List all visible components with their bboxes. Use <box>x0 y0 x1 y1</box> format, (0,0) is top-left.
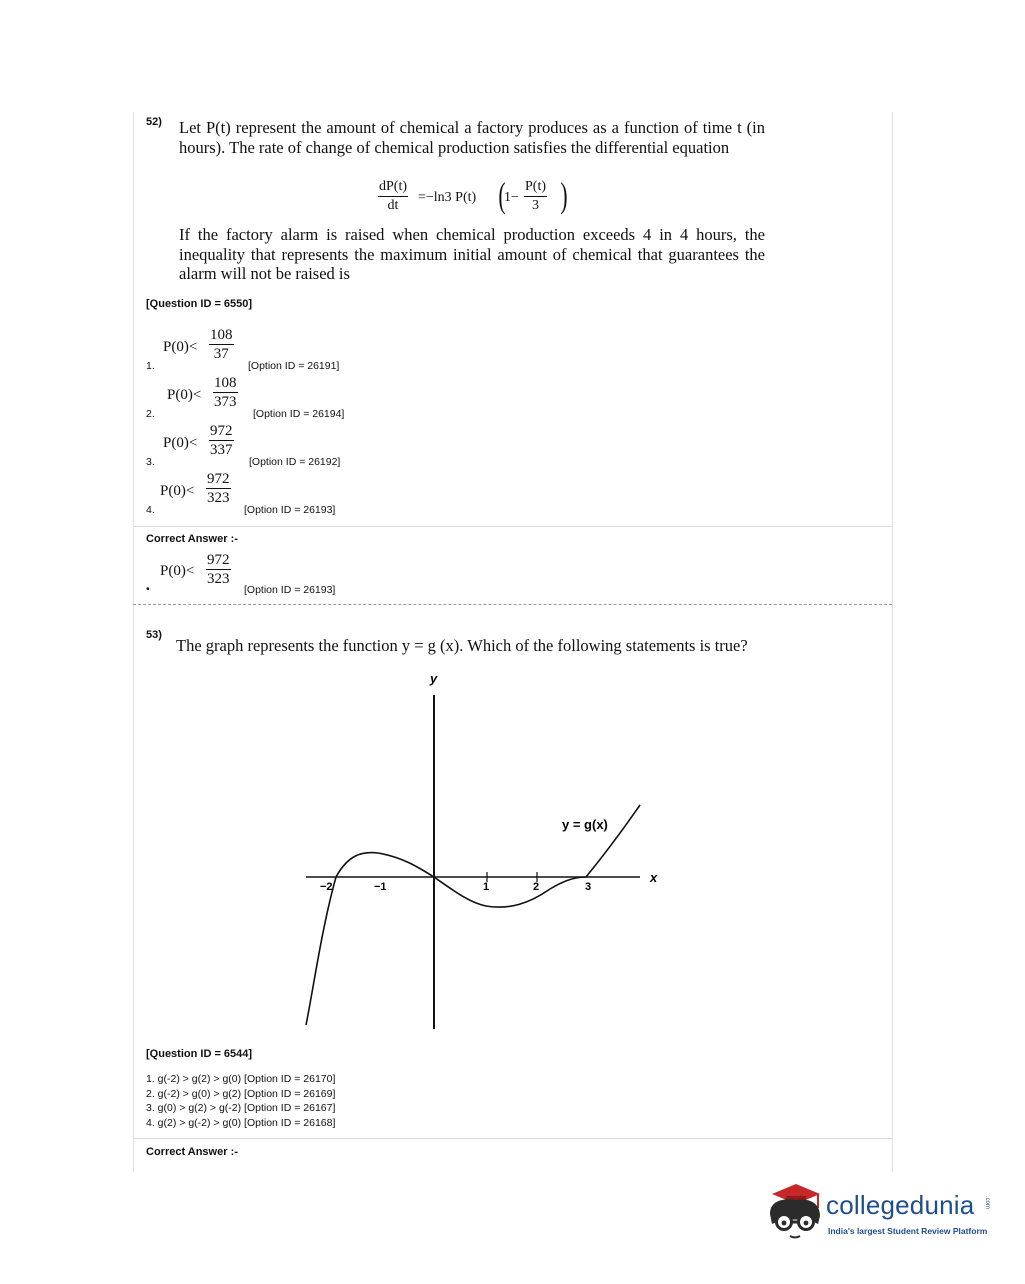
option-lhs: P(0)< <box>163 339 198 355</box>
differential-equation <box>378 175 578 224</box>
equation-inner-numerator: P(t) <box>524 178 547 197</box>
tick-label: 3 <box>585 881 592 893</box>
statement-3[interactable]: 3. g(0) > g(2) > g(-2) [Option ID = 26167] <box>146 1102 336 1114</box>
option-number: 1. <box>146 360 155 372</box>
option-numerator: 108 <box>214 375 237 391</box>
left-paren-icon: ( <box>498 175 506 215</box>
option-numerator: 972 <box>207 552 230 568</box>
option-fraction <box>213 374 238 411</box>
brand-name: collegedunia <box>826 1190 975 1220</box>
divider <box>133 526 892 527</box>
statement-4[interactable]: 4. g(2) > g(-2) > g(0) [Option ID = 26168] <box>146 1116 336 1129</box>
equation-inner-fraction <box>524 178 547 215</box>
tick-label: −2 <box>320 881 333 893</box>
option-fraction <box>209 326 234 363</box>
option-2[interactable] <box>146 374 406 420</box>
option-id: [Option ID = 26194] <box>253 408 345 420</box>
collegedunia-logo[interactable] <box>764 1176 1000 1248</box>
correct-answer-label: Correct Answer :- <box>146 1146 238 1158</box>
option-lhs: P(0)< <box>160 563 195 579</box>
brand-com: .com <box>984 1196 990 1210</box>
equation-one-minus: 1− <box>504 190 519 205</box>
option-numerator: 108 <box>210 327 233 343</box>
question-52-id: [Question ID = 6550] <box>146 298 253 310</box>
equation-inner-denominator: 3 <box>532 198 539 213</box>
option-id: [Option ID = 26193] <box>244 504 336 516</box>
statement-1[interactable]: 1. g(-2) > g(2) > g(0) [Option ID = 26170] <box>146 1073 336 1085</box>
x-axis-label: x <box>650 870 658 885</box>
option-denominator: 337 <box>210 442 233 458</box>
tick-label: 2 <box>533 881 540 893</box>
option-id: [Option ID = 26193] <box>244 584 336 596</box>
equation-lhs-fraction <box>378 178 408 215</box>
question-52-number: 52) <box>146 116 162 128</box>
frame-right-line <box>892 112 893 1172</box>
curve-g <box>306 805 640 1025</box>
question-separator <box>133 604 892 605</box>
option-denominator: 323 <box>207 571 230 587</box>
mascot-icon <box>764 1178 826 1244</box>
option-4[interactable] <box>146 470 406 516</box>
option-id: [Option ID = 26192] <box>249 456 341 468</box>
tick-label: 1 <box>483 881 490 893</box>
curve-label: y = g(x) <box>562 817 608 832</box>
question-53-id: [Question ID = 6544] <box>146 1048 253 1060</box>
frame-left-line <box>133 112 134 1172</box>
option-id: [Option ID = 26191] <box>248 360 340 372</box>
statement-2[interactable]: 2. g(-2) > g(0) > g(2) [Option ID = 26169] <box>146 1087 336 1100</box>
equation-lhs-denominator: dt <box>387 198 399 213</box>
equation-lhs-numerator: dP(t) <box>378 178 408 197</box>
option-number: 3. <box>146 456 155 468</box>
option-denominator: 373 <box>214 394 237 410</box>
option-denominator: 323 <box>207 490 230 506</box>
y-axis-label: y <box>430 671 438 686</box>
option-denominator: 37 <box>213 346 229 362</box>
brand-tagline: India's largest Student Review Platform <box>828 1226 988 1236</box>
option-lhs: P(0)< <box>163 435 198 451</box>
option-fraction <box>206 551 231 588</box>
option-3[interactable] <box>146 422 406 468</box>
tick-label: −1 <box>374 881 387 893</box>
question-53-options <box>146 1072 335 1130</box>
bullet-icon: • <box>146 583 150 595</box>
option-number: 2. <box>146 408 155 420</box>
question-52-text-2 <box>179 225 765 284</box>
right-paren-icon: ) <box>560 175 568 215</box>
question-52-stem: Let P(t) represent the amount of chemical a factory produces as a function of time t (in hours). The rate of change of chemical production satisfies the differential equation <box>179 118 765 157</box>
equation-middle: =−ln3 P(t) <box>418 190 477 205</box>
option-number: 4. <box>146 504 155 516</box>
question-52-text <box>179 118 765 157</box>
question-53-number: 53) <box>146 629 162 641</box>
divider <box>133 1138 892 1139</box>
function-graph <box>290 665 670 1035</box>
option-numerator: 972 <box>210 423 233 439</box>
option-lhs: P(0)< <box>160 483 195 499</box>
correct-answer-label: Correct Answer :- <box>146 533 238 545</box>
option-lhs: P(0)< <box>167 387 202 403</box>
question-52-condition: If the factory alarm is raised when chemical production exceeds 4 in 4 hours, the inequality that represents the maximum initial amount of chemical that guarantees the alarm will not be raised is <box>179 225 765 283</box>
option-numerator: 972 <box>207 471 230 487</box>
option-1[interactable] <box>146 326 406 372</box>
question-53-text: The graph represents the function y = g (x). Which of the following statements is true? <box>176 636 748 655</box>
option-fraction <box>206 470 231 507</box>
correct-answer-52 <box>146 551 406 597</box>
option-fraction <box>209 422 234 459</box>
